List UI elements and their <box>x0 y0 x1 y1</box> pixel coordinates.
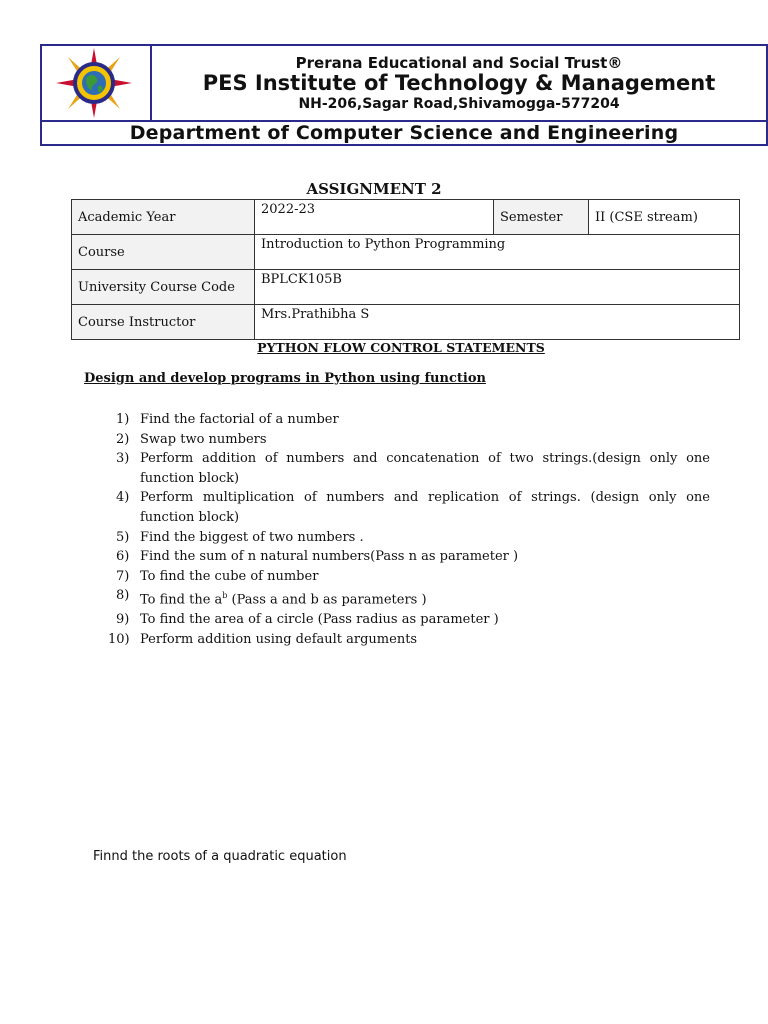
course-code-label: University Course Code <box>72 270 255 305</box>
list-item <box>116 430 710 450</box>
task-number: 2) <box>116 431 130 447</box>
section-heading: PYTHON FLOW CONTROL STATEMENTS <box>257 340 545 355</box>
academic-year-value: 2022-23 <box>255 200 494 235</box>
list-item <box>108 630 710 650</box>
assignment-title: ASSIGNMENT 2 <box>306 180 442 198</box>
task-number: 3) <box>116 451 130 467</box>
list-item <box>116 610 710 630</box>
trust-name: Prerana Educational and Social Trust® <box>295 54 623 72</box>
list-item <box>116 567 710 587</box>
task-superscript: b <box>222 591 228 601</box>
list-item <box>116 410 710 430</box>
task-text-after: (Pass a and b as parameters ) <box>227 592 427 608</box>
table-row <box>72 305 740 340</box>
academic-year-label: Academic Year <box>72 200 255 235</box>
task-text: Perform multiplication of numbers and replication of strings. (design only one function block) <box>140 490 710 525</box>
task-text: Find the sum of n natural numbers(Pass n as parameter ) <box>140 549 519 565</box>
course-value: Introduction to Python Programming <box>255 235 740 270</box>
table-row <box>72 235 740 270</box>
task-number: 5) <box>116 529 130 545</box>
institute-name: PES Institute of Technology & Management <box>202 71 716 95</box>
sub-heading: Design and develop programs in Python using function <box>84 371 486 386</box>
department-name: Department of Computer Science and Engineering <box>129 122 679 144</box>
task-number: 6) <box>116 549 130 565</box>
course-label: Course <box>72 235 255 270</box>
table-row <box>72 270 740 305</box>
task-text: Find the factorial of a number <box>140 412 339 427</box>
task-number: 1) <box>116 412 130 427</box>
task-list <box>108 410 710 649</box>
list-item <box>116 528 710 548</box>
instructor-label: Course Instructor <box>72 305 255 340</box>
course-code-value: BPLCK105B <box>255 270 740 305</box>
letterhead <box>40 44 768 146</box>
task-number: 9) <box>116 612 130 628</box>
task-text: To find the cube of number <box>140 568 319 584</box>
task-number: 8) <box>116 588 130 604</box>
institute-logo-icon <box>54 46 134 120</box>
logo-box <box>42 46 152 120</box>
task-number: 10) <box>108 631 130 647</box>
list-item <box>116 547 710 567</box>
semester-value: II (CSE stream) <box>589 200 740 235</box>
list-item <box>116 488 710 527</box>
task-text-before: To find the a <box>140 592 223 608</box>
task-number: 7) <box>116 568 130 584</box>
institute-address: NH-206,Sagar Road,Shivamogga-577204 <box>298 96 620 112</box>
list-item <box>116 586 710 610</box>
list-item <box>116 449 710 488</box>
task-text: Perform addition of numbers and concatenation of two strings.(design only one function block) <box>140 451 710 486</box>
footer-note: Finnd the roots of a quadratic equation <box>93 849 347 864</box>
instructor-value: Mrs.Prathibha S <box>255 305 740 340</box>
semester-label: Semester <box>494 200 589 235</box>
task-text: Find the biggest of two numbers . <box>140 529 364 545</box>
task-text: Swap two numbers <box>140 431 267 447</box>
task-text: To find the area of a circle (Pass radius as parameter ) <box>140 612 499 628</box>
table-row <box>72 200 740 235</box>
assignment-info-table <box>71 199 740 340</box>
task-number: 4) <box>116 490 130 506</box>
task-text: Perform addition using default arguments <box>140 631 418 647</box>
